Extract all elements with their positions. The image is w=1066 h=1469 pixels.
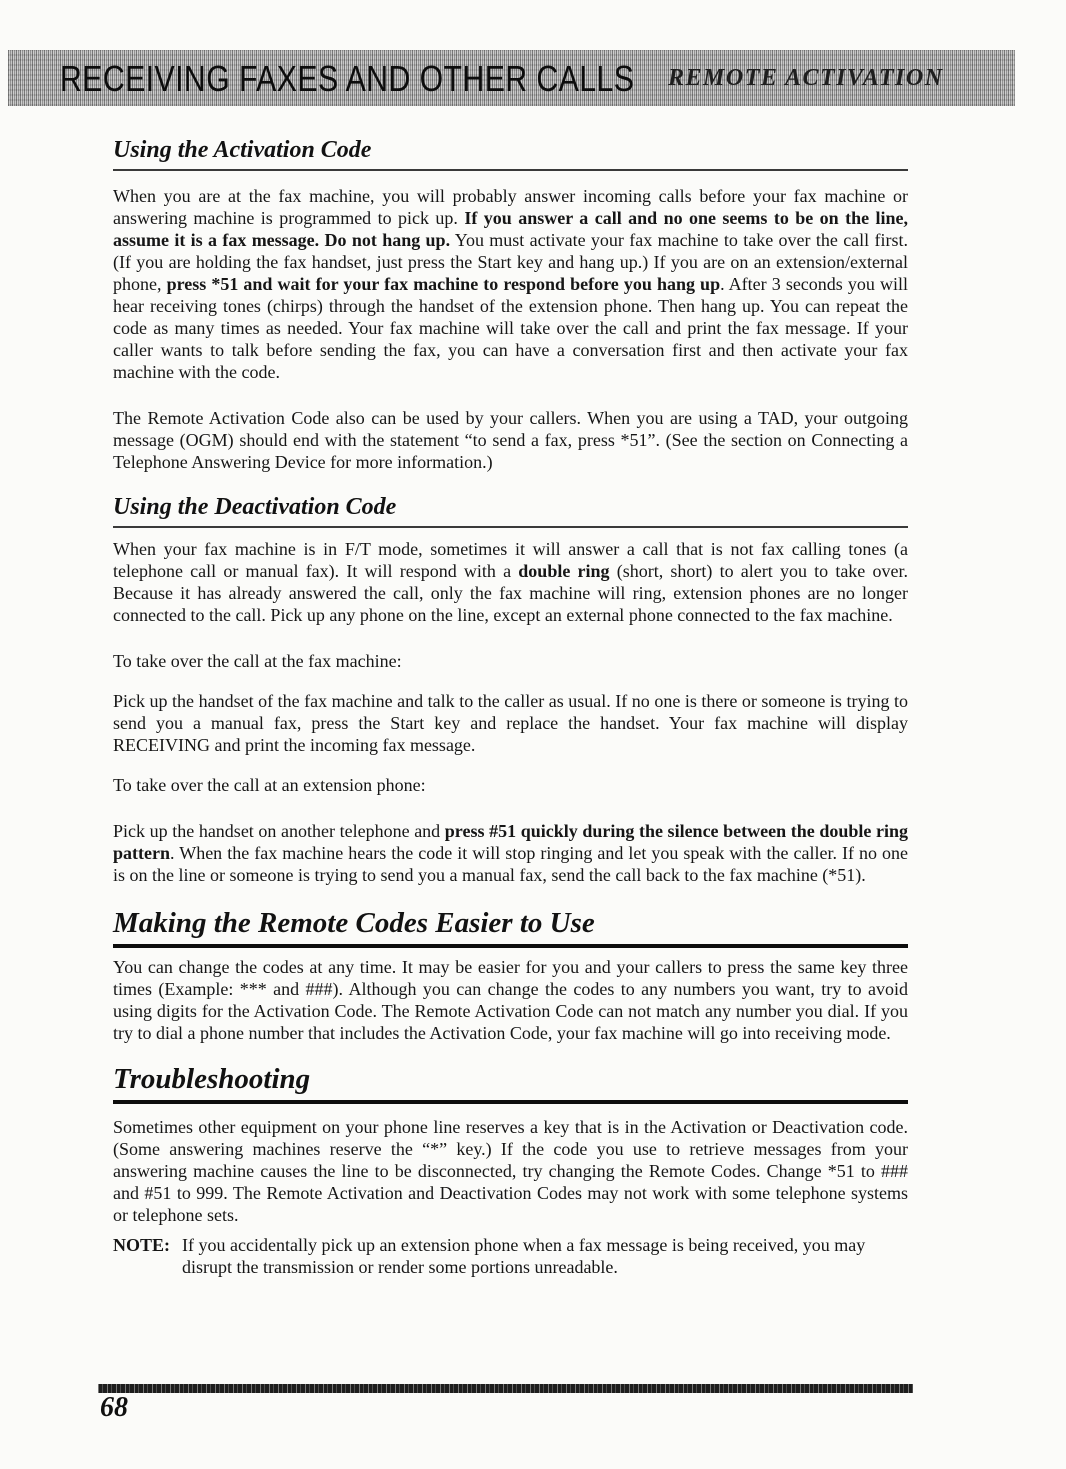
deactivation-extension-lead: To take over the call at an extension phone: bbox=[113, 775, 426, 795]
deactivation-fax-lead: To take over the call at the fax machine: bbox=[113, 651, 402, 671]
page-content bbox=[113, 136, 908, 1278]
section-heading-troubleshooting: Troubleshooting bbox=[113, 1064, 908, 1104]
page-header-band bbox=[8, 50, 1015, 106]
activation-paragraph-1: When you are at the fax machine, you will probably answer incoming calls before your fax machine or answering machine is programmed to pick up. If you answer a call and no one seems to be on the line, assume it is a fax message. Do not hang up. You must activate your fax machine to take over the call first. (If you are holding the fax handset, just press the Start key and hang up.) If you are on an extension/external phone, press *51 and wait for your fax machine to respond before you hang up. After 3 seconds you will hear receiving tones (chirps) through the handset of the extension phone. Then hang up. You can repeat the code as many times as needed. Your fax machine will take over the call and print the fax message. If your caller wants to talk before sending the fax, you can have a conversation first and then activate your fax machine with the code. bbox=[113, 186, 909, 382]
deactivation-fax-paragraph: Pick up the handset of the fax machine and talk to the caller as usual. If no one is there or someone is trying to send you a manual fax, press the Start key and replace the handset. Your fax machine will display RECEIVING and print the incoming fax message. bbox=[113, 691, 908, 755]
section-heading-activation-code: Using the Activation Code bbox=[113, 136, 908, 171]
page-header-title: RECEIVING FAXES AND OTHER CALLS bbox=[60, 58, 635, 99]
page-header-subtitle: REMOTE ACTIVATION bbox=[668, 65, 944, 91]
note-block bbox=[113, 1234, 908, 1278]
section-heading-deactivation-code: Using the Deactivation Code bbox=[113, 493, 908, 528]
note-label: NOTE: bbox=[113, 1235, 171, 1255]
page-number: 68 bbox=[100, 1392, 128, 1423]
remote-codes-paragraph: You can change the codes at any time. It may be easier for you and your callers to press the same key three times (Example: *** and ###). Although you can change the codes to any numbers you want, try to avoid using digits for the Activation Code. The Remote Activation Code can not match any number you dial. If you try to dial a phone number that includes the Activation Code, your fax machine will go into receiving mode. bbox=[113, 957, 908, 1043]
note-text: If you accidentally pick up an extension phone when a fax message is being received, you may disrupt the transmission or render some portions unreadable. bbox=[182, 1235, 866, 1277]
deactivation-extension-paragraph: Pick up the handset on another telephone and press #51 quickly during the silence between the double ring pattern. When the fax machine hears the code it will stop ringing and let you speak with the caller. If no one is on the line or someone is trying to send you a manual fax, send the call back to the fax machine (*51). bbox=[113, 821, 908, 885]
troubleshooting-paragraph: Sometimes other equipment on your phone line reserves a key that is in the Activation or Deactivation code. (Some answering machines reserve the “*” key.) If the code you use to retrieve messages from your answering machine causes the line to be disconnected, try changing the Remote Codes. Change *51 to ### and #51 to 999. The Remote Activation and Deactivation Codes may not work with some telephone systems or telephone sets. bbox=[113, 1117, 908, 1225]
footer-divider-bar bbox=[98, 1384, 913, 1393]
deactivation-paragraph-1: When your fax machine is in F/T mode, sometimes it will answer a call that is not fax calling tones (a telephone call or manual fax). It will respond with a double ring (short, short) to alert you to take over. Because it has already answered the call, only the fax machine will ring, extension phones are no longer connected to the call. Pick up any phone on the line, except an external phone connected to the fax machine. bbox=[113, 539, 908, 625]
section-heading-remote-codes: Making the Remote Codes Easier to Use bbox=[113, 908, 908, 948]
activation-paragraph-2: The Remote Activation Code also can be used by your callers. When you are using a TAD, your outgoing message (OGM) should end with the statement “to send a fax, press *51”. (See the section on Connecting a Telephone Answering Device for more information.) bbox=[113, 408, 908, 472]
